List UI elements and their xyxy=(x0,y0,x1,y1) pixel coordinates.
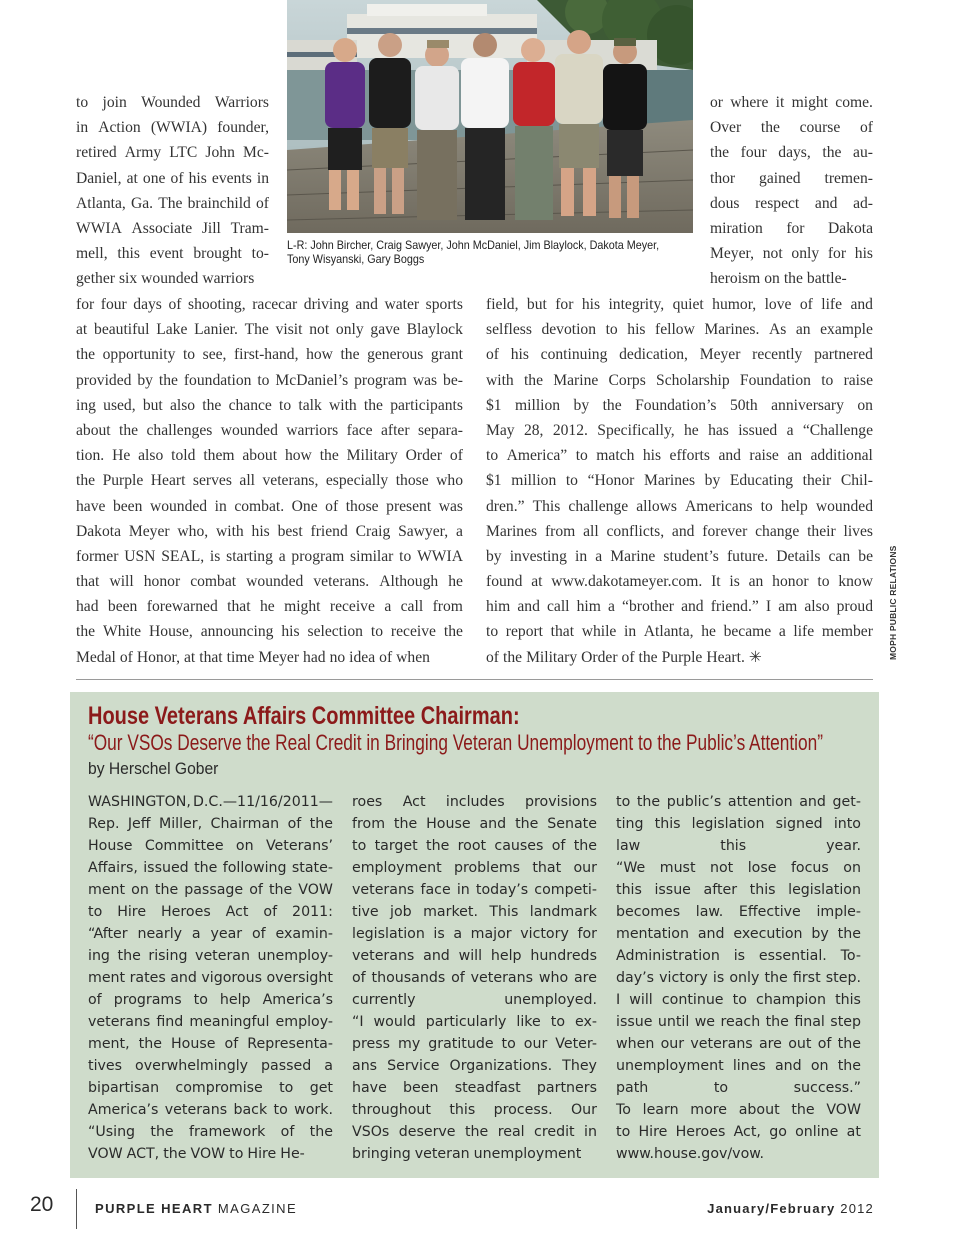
text-line: veterans and will help hundreds xyxy=(352,948,597,964)
text-line: “Using the framework of the xyxy=(88,1124,333,1140)
text-line: from the House and the Senate xyxy=(352,816,597,832)
text-line: gether six wounded warriors xyxy=(76,270,255,288)
text-line: Rep. Jeff Miller, Chairman of the xyxy=(88,816,333,832)
text-line: VOW ACT, the VOW to Hire He- xyxy=(88,1146,305,1162)
text-line: to report that while in Atlanta, he became a life member xyxy=(486,623,873,641)
text-line: former USN SEAL, is starting a program similar to WWIA xyxy=(76,547,463,565)
issue-months: January/February xyxy=(707,1201,836,1216)
text-line: bipartisan compromise to get xyxy=(88,1080,333,1096)
text-line: ans Service Organizations. They xyxy=(352,1058,597,1074)
text-line: unemployment lines and on the xyxy=(616,1058,861,1074)
text-line: with the Marine Corps Scholarship Foundation to raise xyxy=(486,371,873,389)
text-line: bringing veteran unemployment xyxy=(352,1146,582,1162)
text-line: law this year. xyxy=(616,838,861,854)
text-line: $1 million to “Honor Marines by Educating their Chil- xyxy=(486,472,873,490)
text-line: of thousands of veterans who are xyxy=(352,970,597,986)
issue-year: 2012 xyxy=(835,1201,874,1216)
text-line: of the Military Order of the Purple Heart. ✳ xyxy=(486,648,762,666)
text-line: tives overwhelmingly passed a xyxy=(88,1058,333,1074)
sidebar-column-1 xyxy=(88,791,333,1165)
photo-caption: L-R: John Bircher, Craig Sawyer, John McDaniel, Jim Blaylock, Dakota Meyer, Tony Wisyanski, Gary Boggs xyxy=(287,239,660,266)
text-line: the opportunity to see, first-hand, how the generous grant xyxy=(76,346,463,364)
text-line: at beautiful Lake Lanier. The visit not only gave Blaylock xyxy=(76,321,463,339)
text-line: Marines from all conflicts, and forever change their lives xyxy=(486,522,873,540)
text-line: To learn more about the VOW xyxy=(616,1102,861,1118)
article-column-right xyxy=(486,292,873,670)
section-divider xyxy=(76,679,873,680)
text-line: employment problems that our xyxy=(352,860,597,876)
text-line: heroism on the battle- xyxy=(710,270,847,288)
text-line: to the public’s attention and get- xyxy=(616,794,861,810)
text-line: tion. He also told them about how the Military Order of xyxy=(76,447,463,465)
text-line: thor gained tremen- xyxy=(710,169,873,187)
text-line: “I would particularly like to ex- xyxy=(352,1014,597,1030)
text-line: $1 million by the Foundation’s 50th anniversary on xyxy=(486,396,873,414)
person-5 xyxy=(513,38,555,220)
text-line: to join Wounded Warriors xyxy=(76,94,269,111)
sidebar-column-2 xyxy=(352,791,597,1165)
text-line: dous respect and ad- xyxy=(710,194,873,212)
text-line: currently unemployed. xyxy=(352,992,597,1008)
text-line: Dakota Meyer who, with his best friend Craig Sawyer, a xyxy=(76,522,463,540)
text-line: Daniel, at one of his events in xyxy=(76,169,269,187)
text-line: for four days of shooting, racecar driving and water sports xyxy=(76,296,463,313)
text-line: path to success.” xyxy=(616,1080,861,1096)
text-line: legislation is a major victory for xyxy=(352,926,597,942)
text-line: Administration is essential. To- xyxy=(616,948,861,964)
text-line: becomes law. Effective imple- xyxy=(616,904,861,920)
photo-credit: MOPH PUBLIC RELATIONS xyxy=(888,545,898,660)
text-line: ment, the House of Representa- xyxy=(88,1036,333,1052)
magazine-name-rest: MAGAZINE xyxy=(212,1201,298,1216)
text-line: the four days, the au- xyxy=(710,144,873,162)
person-4 xyxy=(461,33,509,220)
text-line: veterans find meaningful employ- xyxy=(88,1014,333,1030)
text-line: Atlanta, Ga. The brainchild of xyxy=(76,194,269,212)
text-line: by investing in a Marine student’s future. Details can be xyxy=(486,547,873,565)
text-line: “We must not lose focus on xyxy=(616,860,861,876)
footer-rule xyxy=(76,1189,77,1229)
sidebar-title: House Veterans Affairs Committee Chairman: xyxy=(88,702,520,730)
text-line: ting this legislation signed into xyxy=(616,816,861,832)
text-line: ing the rising veteran unemploy- xyxy=(88,948,333,964)
text-line: issue until we reach the final step xyxy=(616,1014,861,1030)
person-3 xyxy=(415,40,459,220)
text-line: have been wounded in combat. One of those present was xyxy=(76,497,463,515)
text-line: House Committee on Veterans’ xyxy=(88,838,333,854)
text-line: to target the root causes of the xyxy=(352,838,597,854)
text-line: selfless devotion to his fellow Marines. As an example xyxy=(486,321,873,339)
text-line: mell, this event brought to- xyxy=(76,245,269,263)
text-line: this issue after this legislation xyxy=(616,882,861,898)
text-line: him and call him a “brother and friend.” I am also proud xyxy=(486,598,873,616)
text-line: the Purple Heart serves all veterans, especially those who xyxy=(76,472,463,490)
text-line: roes Act includes provisions xyxy=(352,794,597,810)
sidebar-subtitle: “Our VSOs Deserve the Real Credit in Bringing Veteran Unemployment to the Public’s Attention” xyxy=(88,730,823,755)
text-line: miration for Dakota xyxy=(710,219,873,237)
text-line: about the challenges wounded warriors face after separa- xyxy=(76,421,463,439)
text-line: tive job market. This landmark xyxy=(352,904,597,920)
text-line: ment on the passage of the VOW xyxy=(88,882,333,898)
text-line: WWIA Associate Jill Tram- xyxy=(76,219,269,237)
text-line: May 28, 2012. Specifically, he has issued a “Challenge xyxy=(486,421,873,439)
text-line: retired Army LTC John Mc- xyxy=(76,144,269,162)
text-line: field, but for his integrity, quiet humor, love of life and xyxy=(486,296,873,313)
text-line: www.house.gov/vow. xyxy=(616,1146,765,1162)
sidebar-byline: by Herschel Gober xyxy=(88,759,219,778)
text-line: day’s victory is only the first step. xyxy=(616,970,861,986)
text-line: in Action (WWIA) founder, xyxy=(76,119,269,137)
text-line: throughout this process. Our xyxy=(352,1102,597,1118)
text-line: Affairs, issued the following state- xyxy=(88,860,333,876)
text-line: I will continue to champion this xyxy=(616,992,861,1008)
text-line: America’s veterans back to work. xyxy=(88,1102,333,1118)
text-line: ment rates and vigorous oversight xyxy=(88,970,333,986)
text-line: to Hire Heroes Act of 2011: xyxy=(88,904,333,920)
text-line: ing used, but also the chance to talk with the participants xyxy=(76,396,463,414)
text-line: WASHINGTON, D.C.—11/16/2011— xyxy=(88,794,333,810)
text-line: had been forewarned that he might receive a call from xyxy=(76,598,463,616)
text-line: Over the course of xyxy=(710,119,873,137)
group-photo-illustration xyxy=(287,0,693,233)
text-line: dren.” This challenge allows Americans to help wounded xyxy=(486,497,873,515)
text-line: Medal of Honor, at that time Meyer had no idea of when xyxy=(76,648,430,666)
article-column-right-top xyxy=(710,90,873,292)
text-line: mentation and execution by the xyxy=(616,926,861,942)
sidebar-column-3 xyxy=(616,791,861,1165)
text-line: have been steadfast partners xyxy=(352,1080,597,1096)
magazine-name-bold: PURPLE HEART xyxy=(95,1201,213,1216)
magazine-name xyxy=(95,1201,297,1216)
text-line: of his continuing dedication, Meyer recently partnered xyxy=(486,346,873,364)
issue-date xyxy=(707,1201,874,1216)
text-line: the White House, announcing his selection to receive the xyxy=(76,623,463,641)
page-number: 20 xyxy=(30,1193,54,1216)
text-line: to America” to match his efforts and raise an additional xyxy=(486,447,873,465)
text-line: or where it might come. xyxy=(710,94,873,111)
article-column-left xyxy=(76,292,463,670)
text-line: provided by the foundation to McDaniel’s program was be- xyxy=(76,371,463,389)
text-line: veterans face in today’s competi- xyxy=(352,882,597,898)
text-line: VSOs deserve the real credit in xyxy=(352,1124,597,1140)
text-line: that will honor combat wounded veterans. Although he xyxy=(76,573,463,591)
group-photo xyxy=(287,0,693,233)
sidebar-box xyxy=(70,692,879,1178)
text-line: Meyer, not only for his xyxy=(710,245,873,263)
text-line: when our veterans are out of the xyxy=(616,1036,861,1052)
article-column-left-top xyxy=(76,90,269,292)
text-line: of programs to help America’s xyxy=(88,992,333,1008)
text-line: to Hire Heroes Act, go online at xyxy=(616,1124,861,1140)
text-line: press my gratitude to our Veter- xyxy=(352,1036,597,1052)
text-line: found at www.dakotameyer.com. It is an honor to know xyxy=(486,573,873,591)
text-line: “After nearly a year of examin- xyxy=(88,926,333,942)
